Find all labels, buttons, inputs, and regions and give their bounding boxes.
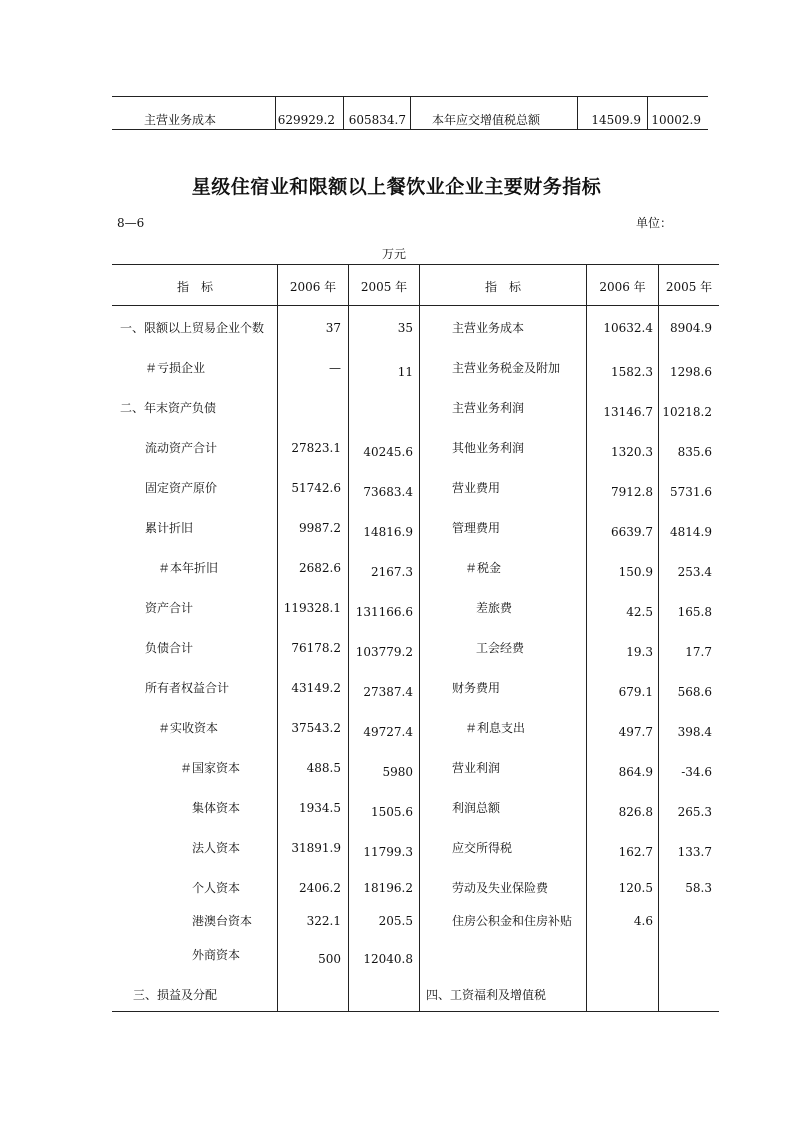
value-2006: 2406.2: [299, 881, 341, 895]
row-label: ＃亏损企业: [145, 361, 206, 375]
row-label: 住房公积金和住房补贴: [452, 914, 573, 928]
value-2005: 11: [397, 365, 413, 379]
row-label: 营业费用: [452, 481, 501, 495]
header-2005-right: 2005 年: [665, 280, 713, 294]
value-2006: 76178.2: [291, 641, 341, 655]
value-2005: 12040.8: [363, 952, 413, 966]
value-2005: 14816.9: [363, 525, 413, 539]
value-2006: 864.9: [618, 765, 653, 779]
value-2005: 49727.4: [363, 725, 413, 739]
row-label: 差旅费: [476, 601, 513, 615]
value-2006: 497.7: [618, 725, 653, 739]
value-2005: 103779.2: [355, 645, 413, 659]
row-label: ＃国家资本: [180, 761, 241, 775]
row-label: 其他业务利润: [452, 441, 525, 455]
value-2005: 1505.6: [371, 805, 413, 819]
row-label: 港澳台资本: [192, 914, 253, 928]
value-2006: 43149.2: [291, 681, 341, 695]
value-2005: 1298.6: [670, 365, 712, 379]
row-label: ＃税金: [465, 561, 502, 575]
row-label: 劳动及失业保险费: [452, 881, 549, 895]
row-label: 主营业务成本: [452, 321, 525, 335]
value-2005: 5980: [382, 765, 413, 779]
row-label: 固定资产原价: [145, 481, 218, 495]
value-2006: 2682.6: [299, 561, 341, 575]
row-label: 主营业务税金及附加: [452, 361, 561, 375]
value-2006: 6639.7: [611, 525, 653, 539]
value-2006: 162.7: [618, 845, 653, 859]
value-2005: 58.3: [685, 881, 712, 895]
row-label: 累计折旧: [145, 521, 194, 535]
top-row-2006b: 14509.9: [591, 113, 641, 127]
row-label: 负债合计: [145, 641, 194, 655]
value-2005: 10218.2: [662, 405, 712, 419]
column-divider: [419, 264, 420, 1012]
row-label: 四、工资福利及增值税: [426, 988, 547, 1002]
value-2006: 9987.2: [299, 521, 341, 535]
row-label: ＃实收资本: [158, 721, 219, 735]
value-2005: 40245.6: [363, 445, 413, 459]
value-2006: 119328.1: [283, 601, 341, 615]
value-2005: 131166.6: [355, 605, 413, 619]
row-label: 所有者权益合计: [145, 681, 230, 695]
value-2006: 4.6: [633, 914, 653, 928]
value-2006: 679.1: [618, 685, 653, 699]
value-2005: 27387.4: [363, 685, 413, 699]
row-label: 集体资本: [192, 801, 241, 815]
value-2005: 568.6: [677, 685, 712, 699]
value-2006: 1582.3: [611, 365, 653, 379]
header-2005: 2005 年: [360, 280, 408, 294]
value-2006: 10632.4: [603, 321, 653, 335]
value-2006: 1934.5: [299, 801, 341, 815]
value-2006: 31891.9: [291, 841, 341, 855]
row-label: ＃本年折旧: [158, 561, 219, 575]
header-2006: 2006 年: [289, 280, 337, 294]
unit-value: 万元: [382, 247, 407, 261]
value-2005: 18196.2: [363, 881, 413, 895]
value-2005: 11799.3: [363, 845, 413, 859]
value-2005: 8904.9: [670, 321, 712, 335]
row-label: 管理费用: [452, 521, 501, 535]
value-2006: 19.3: [626, 645, 653, 659]
row-label: 一、限额以上贸易企业个数: [120, 321, 265, 335]
value-2006: 7912.8: [611, 485, 653, 499]
value-2006: —: [329, 361, 341, 375]
row-label: 营业利润: [452, 761, 501, 775]
page-title: 星级住宿业和限额以上餐饮业企业主要财务指标: [191, 176, 602, 198]
header-2006-right: 2006 年: [599, 280, 646, 294]
value-2005: 133.7: [677, 845, 712, 859]
row-label: 二、年末资产负债: [120, 401, 217, 415]
top-row-label2: 本年应交增值税总额: [432, 113, 541, 127]
row-label: 流动资产合计: [145, 441, 218, 455]
value-2006: 13146.7: [603, 405, 653, 419]
value-2006: 37: [325, 321, 341, 335]
value-2006: 150.9: [618, 565, 653, 579]
value-2005: 835.6: [677, 445, 712, 459]
value-2005: 4814.9: [670, 525, 712, 539]
value-2005: 73683.4: [363, 485, 413, 499]
value-2005: 5731.6: [670, 485, 712, 499]
row-label: 个人资本: [192, 881, 241, 895]
value-2006: 27823.1: [291, 441, 341, 455]
value-2005: 253.4: [677, 565, 712, 579]
value-2006: 51742.6: [291, 481, 341, 495]
value-2005: 17.7: [685, 645, 712, 659]
row-label: 三、损益及分配: [133, 988, 218, 1002]
top-row-2005b: 10002.9: [651, 113, 701, 127]
value-2006: 120.5: [618, 881, 653, 895]
top-row-label: 主营业务成本: [144, 113, 217, 127]
value-2005: 265.3: [677, 805, 712, 819]
row-label: 应交所得税: [452, 841, 513, 855]
header-indicator-right: 指 标: [484, 280, 521, 294]
value-2005: 205.5: [378, 914, 413, 928]
value-2006: 826.8: [618, 805, 653, 819]
table-code: 8—6: [117, 216, 145, 230]
value-2006: 42.5: [626, 605, 653, 619]
row-label: 资产合计: [145, 601, 194, 615]
value-2005: 398.4: [677, 725, 712, 739]
value-2006: 488.5: [306, 761, 341, 775]
top-row-2006: 629929.2: [277, 113, 335, 127]
row-label: 主营业务利润: [452, 401, 525, 415]
row-label: 法人资本: [192, 841, 241, 855]
value-2005: -34.6: [681, 765, 712, 779]
top-row-2005: 605834.7: [348, 113, 406, 127]
value-2006: 500: [318, 952, 341, 966]
row-label: 外商资本: [192, 948, 241, 962]
divider: [410, 96, 411, 130]
value-2005: 2167.3: [371, 565, 413, 579]
row-label: 利润总额: [452, 801, 501, 815]
table-bottom-rule: [112, 1011, 719, 1012]
unit-label: 单位：: [636, 216, 673, 230]
value-2006: 322.1: [306, 914, 341, 928]
value-2005: 35: [397, 321, 413, 335]
row-label: 工会经费: [476, 641, 525, 655]
header-top-rule: [112, 264, 719, 265]
header-bottom-rule: [112, 305, 719, 306]
row-label: 财务费用: [452, 681, 501, 695]
value-2006: 37543.2: [291, 721, 341, 735]
row-label: ＃利息支出: [465, 721, 526, 735]
column-divider: [277, 264, 278, 1012]
value-2005: 165.8: [677, 605, 712, 619]
value-2006: 1320.3: [611, 445, 653, 459]
header-indicator: 指 标: [176, 280, 213, 294]
